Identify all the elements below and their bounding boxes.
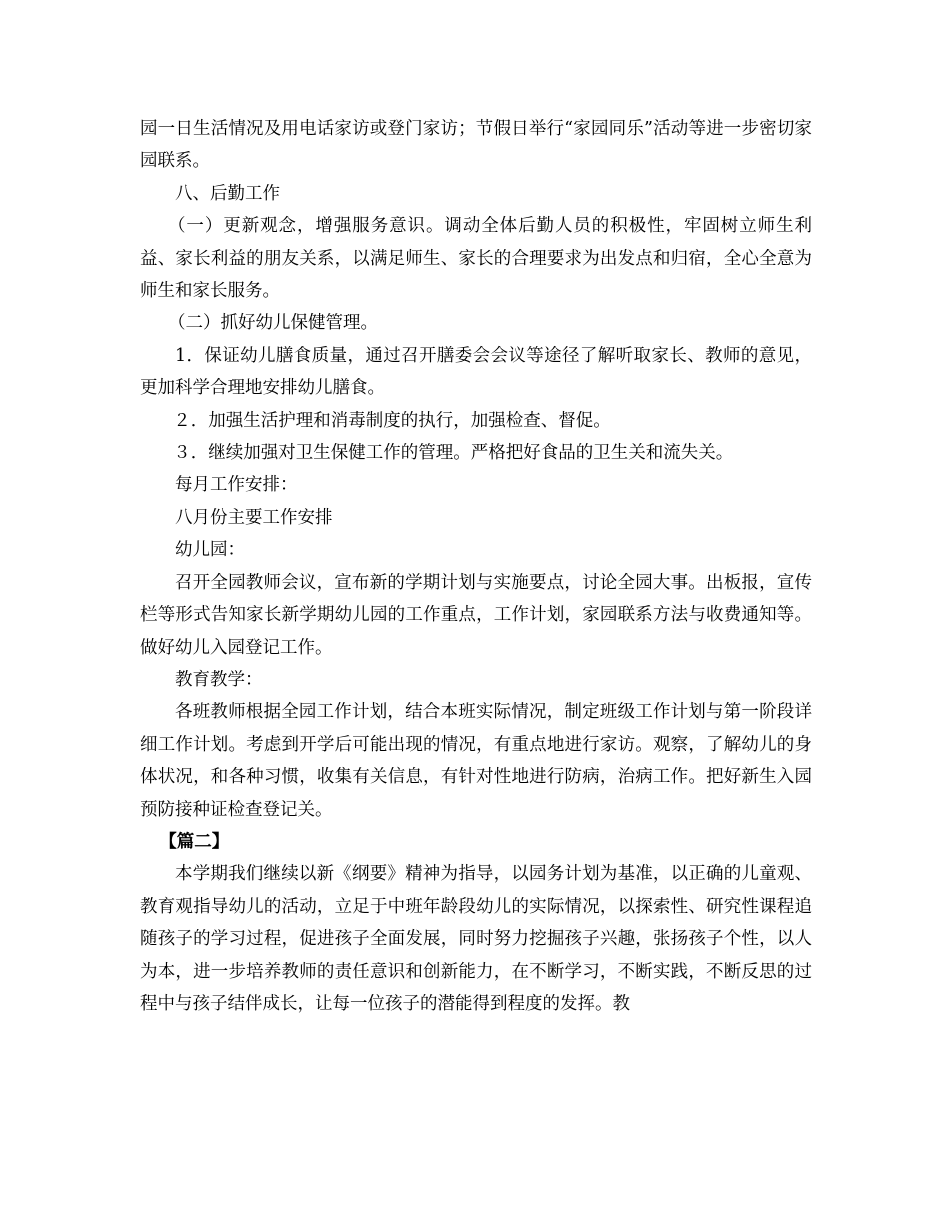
subheading-august-plan: 八月份主要工作安排 xyxy=(175,507,333,528)
list-item-disinfection: ２．加强生活护理和消毒制度的执行，加强检查、督促。 xyxy=(173,410,611,431)
list-item-meal-quality: 1．保证幼儿膳食质量，通过召开膳委会会议等途径了解听取家长、教师的意见，更加科学合理地安排幼儿膳食。 xyxy=(140,345,812,399)
section-heading-part-two: 【篇二】 xyxy=(159,831,230,852)
paragraph-semester-goals: 本学期我们继续以新《纲要》精神为指导，以园务计划为基准，以正确的儿童观、教育观指导幼儿的活动，立足于中班年龄段幼儿的实际情况，以探索性、研究性课程追随孩子的学习过程，促进孩子全面发展，同时努力挖掘孩子兴趣，张扬孩子个性，以人为本，进一步培养教师的责任意识和创新能力，在不断学习，不断实践，不断反思的过程中与孩子结伴成长，让每一位孩子的潜能得到程度的发挥。教 xyxy=(140,864,812,1014)
section-heading-logistics: 八、后勤工作 xyxy=(175,183,280,204)
subheading-education: 教育教学： xyxy=(175,669,263,690)
paragraph-service-awareness: （一）更新观念，增强服务意识。调动全体后勤人员的积极性，牢固树立师生利益、家长利益的朋友关系，以满足师生、家长的合理要求为出发点和归宿，全心全意为师生和家长服务。 xyxy=(140,216,812,302)
subheading-kindergarten: 幼儿园： xyxy=(175,540,245,561)
paragraph-staff-meeting: 召开全园教师会议，宣布新的学期计划与实施要点，讨论全园大事。出板报，宣传栏等形式告知家长新学期幼儿园的工作重点，工作计划，家园联系方法与收费通知等。做好幼儿入园登记工作。 xyxy=(140,572,812,658)
list-item-hygiene: ３．继续加强对卫生保健工作的管理。严格把好食品的卫生关和流失关。 xyxy=(173,443,734,464)
subheading-monthly-plan: 每月工作安排： xyxy=(175,475,298,496)
document-body xyxy=(140,113,812,1020)
subheading-health-management: （二）抓好幼儿保健管理。 xyxy=(168,313,378,334)
paragraph-class-plans: 各班教师根据全园工作计划，结合本班实际情况，制定班级工作计划与第一阶段详细工作计划。考虑到开学后可能出现的情况，有重点地进行家访。观察，了解幼儿的身体状况，和各种习惯，收集有关信息，有针对性地进行防病，治病工作。把好新生入园预防接种证检查登记关。 xyxy=(140,702,812,820)
paragraph-home-contact: 园一日生活情况及用电话家访或登门家访；节假日举行“家园同乐”活动等进一步密切家园联系。 xyxy=(140,119,812,172)
